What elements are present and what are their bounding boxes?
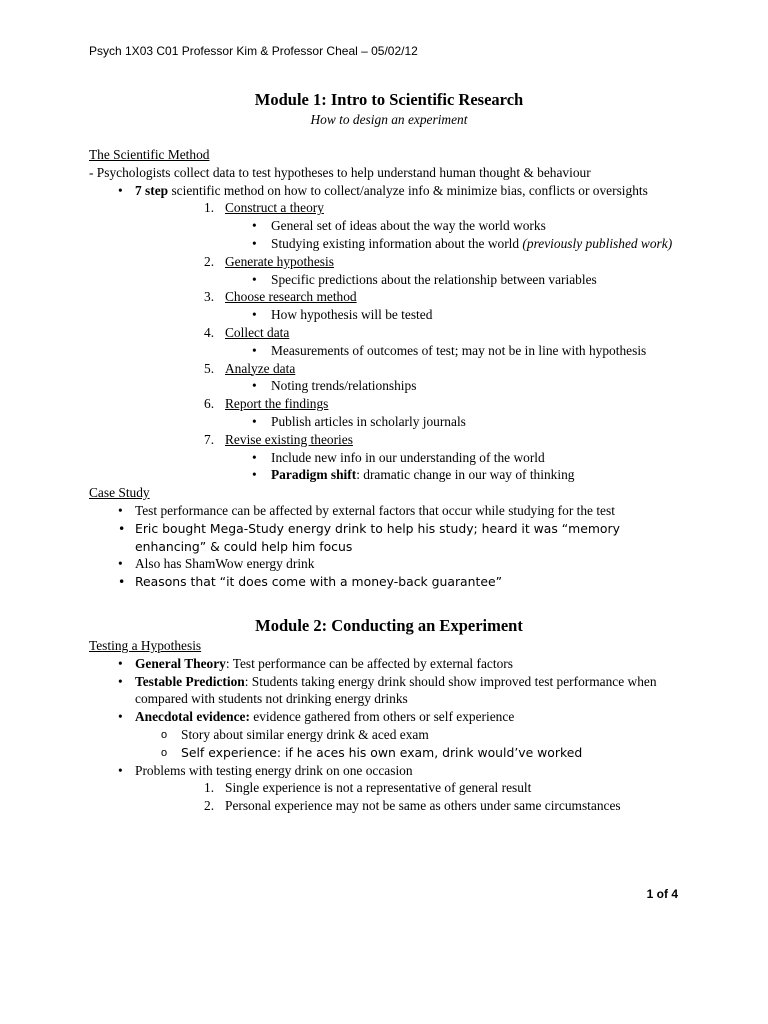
list-item-anecdotal-evidence (89, 708, 689, 726)
sub-bullet-italic-text: (previously published work) (522, 235, 673, 251)
page-header: Psych 1X03 C01 Professor Kim & Professor Cheal – 05/02/12 (89, 44, 418, 58)
paradigm-shift-label: Paradigm shift (271, 467, 357, 483)
page-content (89, 89, 689, 815)
problem-text: Personal experience may not be same as others under same circumstances (225, 798, 621, 814)
step-item (89, 395, 689, 413)
step-item (89, 431, 689, 449)
sub-bullet (89, 466, 689, 484)
sub-list-text: Self experience: if he aces his own exam, drink would’ve worked (181, 744, 583, 760)
step-number: 4. (204, 324, 215, 340)
step-number: 1. (204, 200, 215, 216)
sub-bullet-text: : dramatic change in our way of thinking (356, 467, 575, 483)
general-theory-label: General Theory (135, 655, 226, 671)
list-item: • Reasons that “it does come with a money-back guarantee” (89, 573, 689, 591)
sub-bullet: • Measurements of outcomes of test; may not be in line with hypothesis (89, 342, 689, 360)
sub-bullet: • Publish articles in scholarly journals (89, 413, 689, 431)
step-item (89, 199, 689, 217)
step-item (89, 324, 689, 342)
problems-list (89, 762, 689, 780)
sub-bullet-text: Studying existing information about the world (271, 235, 523, 251)
module-1-title: Module 1: Intro to Scientific Research (254, 90, 524, 109)
problem-items-list (89, 779, 689, 815)
testable-prediction-text: : Students taking energy drink should show improved test performance when compared with students not drinking energy drinks (135, 673, 657, 707)
list-item: • Eric bought Mega-Study energy drink to help his study; heard it was “memory enhancing” & could help him focus (89, 520, 689, 556)
step-title: Analyze data (225, 360, 296, 376)
section-heading-case-study: Case Study (89, 485, 150, 501)
intro-line: - Psychologists collect data to test hypotheses to help understand human thought & behaviour (89, 164, 591, 180)
anecdotal-sub-list (89, 726, 689, 762)
sub-bullet: • Specific predictions about the relationship between variables (89, 271, 689, 289)
problem-number: 1. (204, 780, 215, 796)
sub-bullet: • How hypothesis will be tested (89, 306, 689, 324)
problem-text: Single experience is not a representative of general result (225, 780, 532, 796)
sub-bullet: • Include new info in our understanding of the world (89, 449, 689, 467)
section-heading-scientific-method: The Scientific Method (89, 147, 210, 162)
steps-list (89, 199, 689, 484)
step-title: Generate hypothesis (225, 253, 334, 269)
sub-list-item (89, 726, 689, 744)
problem-number: 2. (204, 798, 215, 814)
testable-prediction-label: Testable Prediction (135, 673, 245, 689)
step-title: Construct a theory (225, 200, 324, 216)
step-title: Revise existing theories (225, 431, 353, 447)
step-title: Report the findings (225, 396, 329, 412)
sub-list-text: Story about similar energy drink & aced exam (181, 726, 429, 742)
module-1-subtitle: How to design an experiment (310, 112, 468, 127)
list-item: • Also has ShamWow energy drink (89, 555, 689, 573)
sub-bullet (89, 235, 689, 253)
case-study-list (89, 502, 689, 591)
testing-hypothesis-list (89, 655, 689, 726)
scientific-method-list (89, 182, 689, 200)
page-number: 1 of 4 (646, 887, 678, 901)
sub-list-item (89, 744, 689, 762)
step-title: Choose research method (225, 289, 357, 305)
module-2-title: Module 2: Conducting an Experiment (255, 615, 523, 635)
step-item (89, 360, 689, 378)
seven-step-text: scientific method on how to collect/analyze info & minimize bias, conflicts or oversights (168, 182, 648, 198)
step-item (89, 253, 689, 271)
step-title: Collect data (225, 324, 290, 340)
step-item (89, 288, 689, 306)
section-heading-testing-hypothesis: Testing a Hypothesis (89, 637, 202, 653)
sub-bullet: • Noting trends/relationships (89, 377, 689, 395)
circle-bullet-marker: o (161, 728, 168, 741)
list-item: • Test performance can be affected by external factors that occur while studying for the test (89, 502, 689, 520)
anecdotal-evidence-label: Anecdotal evidence: (135, 709, 250, 725)
seven-step-label: 7 step (135, 182, 169, 198)
step-number: 7. (204, 431, 215, 447)
anecdotal-evidence-text: evidence gathered from others or self experience (249, 709, 515, 725)
circle-bullet-marker: o (161, 746, 168, 759)
problem-item (89, 779, 689, 797)
list-item-problems: • Problems with testing energy drink on one occasion (89, 762, 689, 780)
spacer (89, 591, 689, 615)
step-number: 6. (204, 396, 215, 412)
step-number: 2. (204, 253, 215, 269)
step-number: 5. (204, 360, 215, 376)
list-item-general-theory (89, 655, 689, 673)
general-theory-text: : Test performance can be affected by external factors (225, 655, 513, 671)
sub-bullet: • General set of ideas about the way the world works (89, 217, 689, 235)
step-number: 3. (204, 289, 215, 305)
problem-item (89, 797, 689, 815)
list-item-testable-prediction (89, 673, 689, 709)
list-item-seven-step (89, 182, 689, 200)
